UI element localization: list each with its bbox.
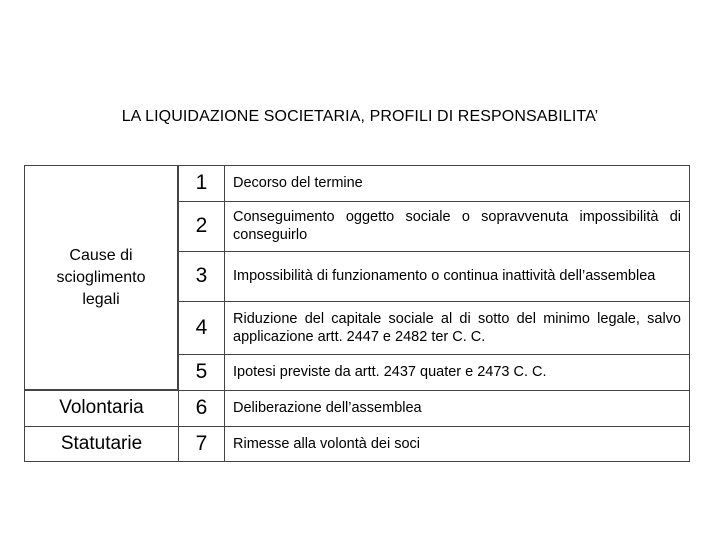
category-legal-causes xyxy=(24,165,178,390)
row-description-text: Conseguimento oggetto sociale o sopravvenuta impossibilità di conseguirlo xyxy=(233,209,681,243)
row-number: 4 xyxy=(178,301,224,354)
dissolution-causes-table xyxy=(24,165,690,462)
row-description-text: Impossibilità di funzionamento o continua inattività dell’assemblea xyxy=(233,268,656,284)
table-rule xyxy=(178,201,690,202)
row-description xyxy=(224,426,690,462)
row-description xyxy=(224,251,690,301)
row-number: 7 xyxy=(178,426,224,462)
row-number: 6 xyxy=(178,390,224,426)
row-number: 3 xyxy=(178,251,224,301)
row-description xyxy=(224,165,690,201)
row-number: 5 xyxy=(178,354,224,390)
table-rule xyxy=(178,354,690,355)
category-statutory xyxy=(24,426,178,462)
category-voluntary xyxy=(24,390,178,426)
category-statutory-label: Statutarie xyxy=(60,432,143,454)
row-description xyxy=(224,354,690,390)
row-description-text: Ipotesi previste da artt. 2437 quater e 2473 C. C. xyxy=(233,364,547,380)
row-description-text: Rimesse alla volontà dei soci xyxy=(233,436,420,452)
row-description xyxy=(224,201,690,251)
page-title: LA LIQUIDAZIONE SOCIETARIA, PROFILI DI RESPONSABILITA’ xyxy=(121,108,599,125)
table-rule xyxy=(178,251,690,252)
row-number: 1 xyxy=(178,165,224,201)
table-rule xyxy=(24,390,690,391)
table-rule xyxy=(24,461,690,462)
row-description-text: Riduzione del capitale sociale al di sotto del minimo legale, salvo applicazione artt. 2447 e 2482 ter C. C. xyxy=(233,310,681,345)
table-rule xyxy=(24,426,690,427)
row-description-text: Decorso del termine xyxy=(233,175,363,191)
category-voluntary-label: Volontaria xyxy=(59,397,144,418)
row-description xyxy=(224,301,690,354)
table-rule xyxy=(178,165,690,166)
row-number: 2 xyxy=(178,201,224,251)
table-rule xyxy=(178,301,690,302)
category-legal-label: Cause di scioglimento legali xyxy=(56,246,146,308)
row-description-text: Deliberazione dell’assemblea xyxy=(233,400,422,416)
row-description xyxy=(224,390,690,426)
